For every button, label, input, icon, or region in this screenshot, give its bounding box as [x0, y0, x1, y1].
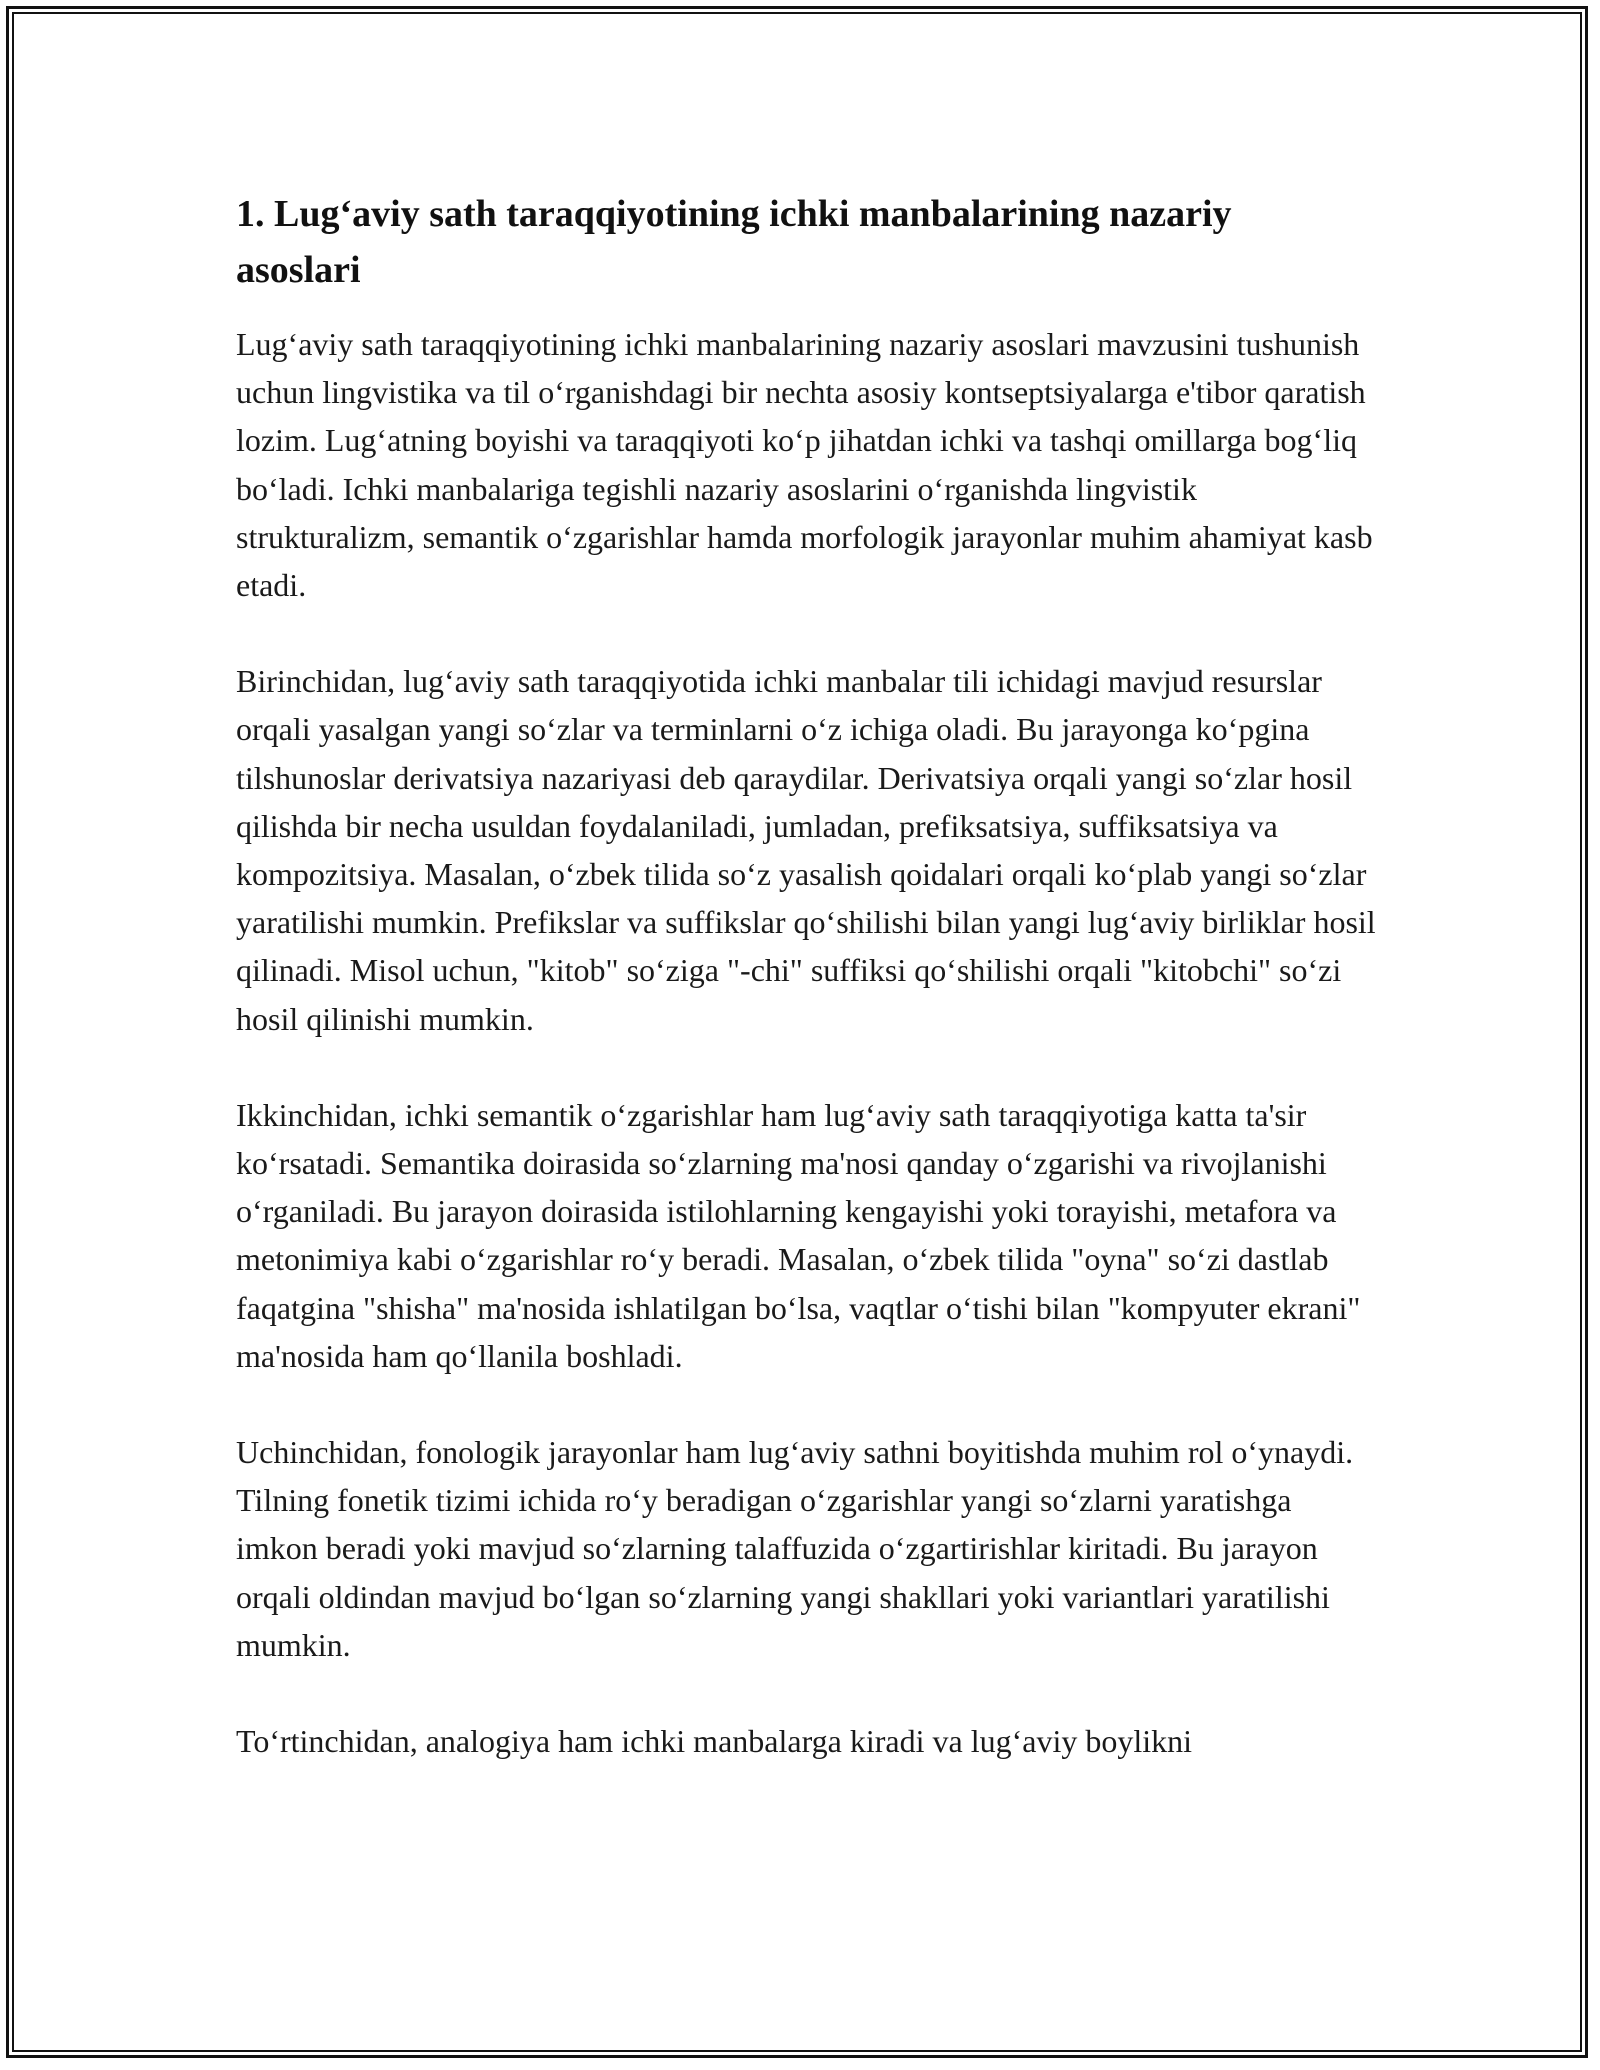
- paragraph-fourth-point: To‘rtinchidan, analogiya ham ichki manbalarga kiradi va lug‘aviy boylikni: [236, 1723, 1192, 1760]
- paragraph-second-point: Ikkinchidan, ichki semantik o‘zgarishlar ham lug‘aviy sath taraqqiyotiga katta ta'sir ko‘rsatadi. Semantika doirasida so‘zlarning ma'nosi qanday o‘zgarishi va rivojlanishi o‘rganiladi. Bu jarayon doirasida istilohlarning kengayishi yoki torayishi, metafora va metonimiya kabi o‘zgarishlar ro‘y beradi. Masalan, o‘zbek tilida "oyna" so‘zi dastlab faqatgina "shisha" ma'nosida ishlatilgan bo‘lsa, vaqtlar o‘tishi bilan "kompyuter ekrani" ma'nosida ham qo‘llanila boshladi.: [236, 1096, 1361, 1374]
- paragraph-first-point: Birinchidan, lug‘aviy sath taraqqiyotida ichki manbalar tili ichidagi mavjud resurslar orqali yasalgan yangi so‘zlar va terminlarni o‘z ichiga oladi. Bu jarayonga ko‘pgina tilshunoslar derivatsiya nazariyasi deb qaraydilar. Derivatsiya orqali yangi so‘zlar hosil qilishda bir necha usuldan foydalaniladi, jumladan, prefiksatsiya, suffiksatsiya va kompozitsiya. Masalan, o‘zbek tilida so‘z yasalish qoidalari orqali ko‘plab yangi so‘zlar yaratilishi mumkin. Prefikslar va suffikslar qo‘shilishi bilan yangi lug‘aviy birliklar hosil qilinadi. Misol uchun, "kitob" so‘ziga "-chi" suffiksi qo‘shilishi orqali "kitobchi" so‘zi hosil qilinishi mumkin.: [236, 663, 1376, 1037]
- section-heading-line1: 1. Lug‘aviy sath taraqqiyotining ichki manbalarining nazariy: [236, 193, 1232, 235]
- paragraph-intro: Lug‘aviy sath taraqqiyotining ichki manbalarining nazariy asoslari mavzusini tushunish uchun lingvistika va til o‘rganishdagi bir nechta asosiy kontseptsiyalarga e'tibor qaratish lozim. Lug‘atning boyishi va taraqqiyoti ko‘p jihatdan ichki va tashqi omillarga bog‘liq bo‘ladi. Ichki manbalariga tegishli nazariy asoslarini o‘rganishda lingvistik strukturalizm, semantik o‘zgarishlar hamda morfologik jarayonlar muhim ahamiyat kasb etadi.: [236, 326, 1373, 604]
- paragraph-third-point: Uchinchidan, fonologik jarayonlar ham lug‘aviy sathni boyitishda muhim rol o‘ynaydi. Tilning fonetik tizimi ichida ro‘y beradigan o‘zgarishlar yangi so‘zlarni yaratishga imkon beradi yoki mavjud so‘zlarning talaffuzida o‘zgartirishlar kiritadi. Bu jarayon orqali oldindan mavjud bo‘lgan so‘zlarning yangi shakllari yoki variantlari yaratilishi mumkin.: [236, 1434, 1354, 1663]
- section-heading-line2: asoslari: [236, 249, 361, 291]
- section-heading: [236, 186, 1376, 298]
- document-body: [236, 186, 1376, 1765]
